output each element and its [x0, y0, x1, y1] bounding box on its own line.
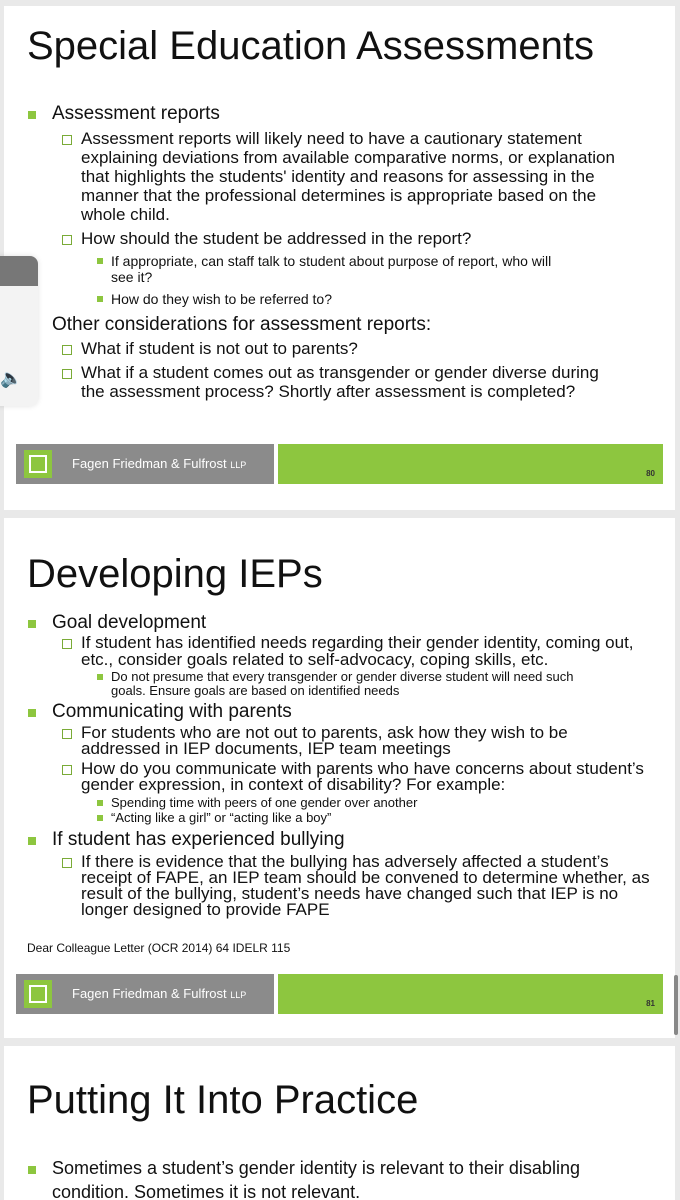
footer-accent-bar	[278, 444, 663, 484]
slide-putting-it-into-practice	[4, 1046, 675, 1200]
bullet-text: result of the bullying, student’s needs have changed such that IEP is no	[81, 884, 619, 903]
bullet-text: Goal development	[52, 612, 207, 633]
page-number: 80	[646, 469, 655, 478]
bullet-text: Spending time with peers of one gender over another	[111, 795, 418, 810]
volume-widget[interactable]	[0, 256, 38, 406]
bullet-text: etc., consider goals related to self-advocacy, coping skills, etc.	[81, 650, 549, 669]
bullet-square-icon	[28, 111, 36, 119]
slide-developing-ieps	[4, 518, 675, 1038]
bullet-text: gender expression, in context of disability? For example:	[81, 775, 506, 794]
firm-name: Fagen Friedman & Fulfrost LLP	[72, 456, 247, 471]
bullet-box-icon	[62, 369, 72, 379]
speaker-icon: 🔈	[0, 368, 23, 388]
bullet-square-icon	[28, 1166, 36, 1174]
bullet-text: What if a student comes out as transgender or gender diverse during	[81, 363, 599, 382]
bullet-text: How do you communicate with parents who have concerns about student’s	[81, 759, 644, 778]
firm-logo-icon	[24, 980, 52, 1008]
bullet-square-icon	[28, 837, 36, 845]
bullet-text: For students who are not out to parents, ask how they wish to be	[81, 723, 568, 742]
volume-level-bar	[0, 256, 38, 286]
bullet-box-icon	[62, 765, 72, 775]
footer-accent-bar	[278, 974, 663, 1014]
bullet-text: Assessment reports will likely need to have a cautionary statement	[81, 129, 582, 148]
bullet-text: Other considerations for assessment reports:	[52, 314, 432, 335]
slide-footer	[16, 444, 663, 484]
bullet-text: If student has experienced bullying	[52, 829, 345, 850]
scrollbar[interactable]	[674, 975, 678, 1035]
bullet-text: “Acting like a girl” or “acting like a boy”	[111, 810, 332, 825]
slide-footer	[16, 974, 663, 1014]
bullet-text: If appropriate, can staff talk to student about purpose of report, who will	[111, 253, 552, 269]
bullet-text: manner that the professional determines is appropriate based on the	[81, 186, 597, 205]
bullet-text: goals. Ensure goals are based on identified needs	[111, 683, 400, 698]
slide-special-education-assessments	[4, 6, 675, 510]
bullet-text: the assessment process? Shortly after assessment is completed?	[81, 382, 576, 401]
slide-title: Special Education Assessments	[27, 24, 594, 68]
firm-logo-icon	[24, 450, 52, 478]
slide-title: Developing IEPs	[27, 552, 323, 596]
bullet-text: see it?	[111, 269, 153, 285]
bullet-box-icon	[62, 639, 72, 649]
bullet-text: receipt of FAPE, an IEP team should be convened to determine whether, as	[81, 868, 650, 887]
bullet-text: that highlights the students' identity and reasons for assessing in the	[81, 167, 595, 186]
bullet-text: If student has identified needs regarding their gender identity, coming out,	[81, 633, 634, 652]
bullet-square-icon	[97, 258, 103, 264]
bullet-box-icon	[62, 135, 72, 145]
bullet-text: whole child.	[81, 205, 170, 224]
bullet-text: How do they wish to be referred to?	[111, 291, 333, 307]
bullet-text: addressed in IEP documents, IEP team meetings	[81, 739, 451, 758]
bullet-text: Assessment reports	[52, 103, 220, 124]
bullet-text: If there is evidence that the bullying has adversely affected a student’s	[81, 852, 609, 871]
bullet-text: explaining deviations from available comparative norms, or explanation	[81, 148, 615, 167]
bullet-square-icon	[97, 815, 103, 821]
bullet-text: Sometimes a student’s gender identity is relevant to their disabling	[52, 1158, 580, 1178]
slide-title: Putting It Into Practice	[27, 1078, 419, 1122]
bullet-text: Do not presume that every transgender or gender diverse student will need such	[111, 669, 574, 684]
bullet-text: How should the student be addressed in the report?	[81, 229, 472, 248]
bullet-box-icon	[62, 729, 72, 739]
bullet-square-icon	[28, 620, 36, 628]
bullet-box-icon	[62, 235, 72, 245]
bullet-square-icon	[97, 674, 103, 680]
bullet-box-icon	[62, 345, 72, 355]
bullet-text: What if student is not out to parents?	[81, 339, 358, 358]
bullet-square-icon	[97, 296, 103, 302]
firm-name: Fagen Friedman & Fulfrost LLP	[72, 986, 247, 1001]
page-number: 81	[646, 999, 655, 1008]
bullet-text: condition. Sometimes it is not relevant.	[52, 1182, 361, 1200]
bullet-square-icon	[28, 709, 36, 717]
citation: Dear Colleague Letter (OCR 2014) 64 IDELR 115	[27, 941, 291, 955]
bullet-box-icon	[62, 858, 72, 868]
bullet-square-icon	[97, 800, 103, 806]
bullet-text: longer designed to provide FAPE	[81, 900, 330, 919]
bullet-text: Communicating with parents	[52, 701, 292, 722]
